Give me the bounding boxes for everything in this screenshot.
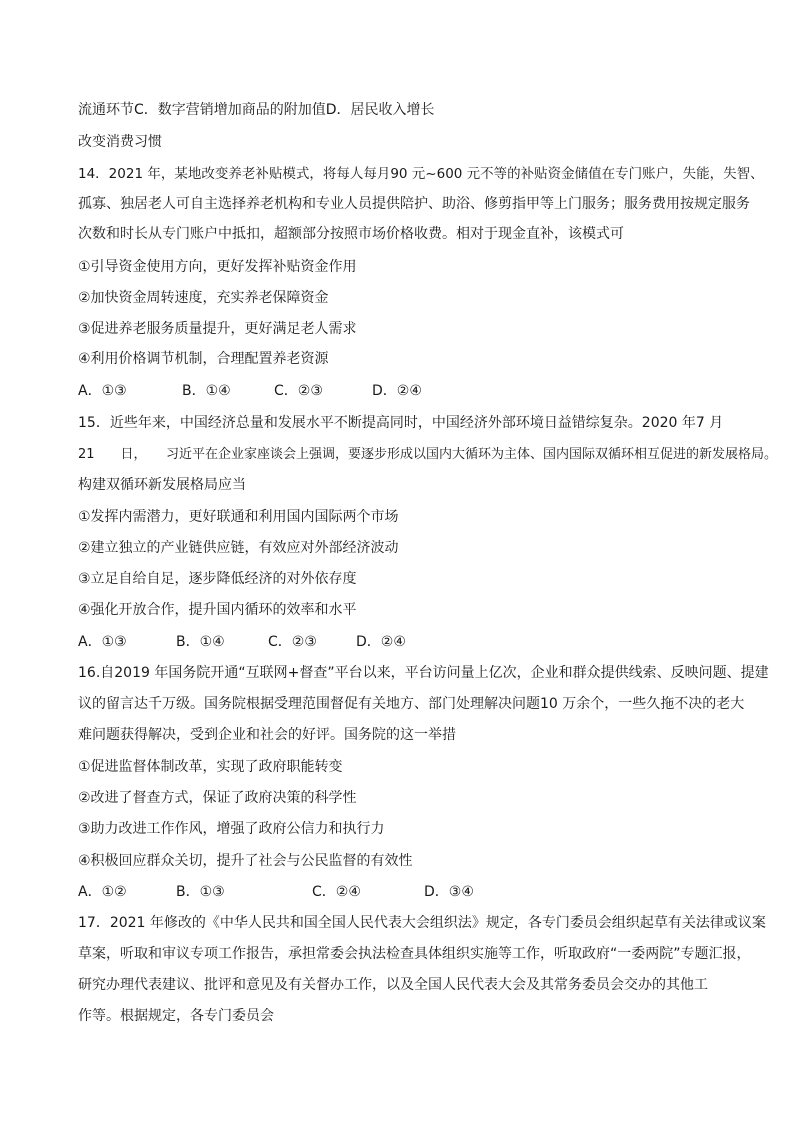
question-14-options — [78, 382, 422, 400]
text-line: 改变消费习惯 — [78, 134, 162, 150]
option-b[interactable]: B．①④ — [182, 383, 231, 399]
statement-item: ①发挥内需潜力，更好联通和利用国内国际两个市场 — [78, 509, 399, 525]
text-line: 流通环节C．数字营销增加商品的附加值D．居民收入增长 — [78, 102, 435, 118]
statement-item: ②加快资金周转速度，充实养老保障资金 — [78, 290, 329, 306]
option-c[interactable]: C．②③ — [268, 634, 317, 650]
question-14-stem: 14．2021 年，某地改变养老补贴模式，将每人每月90 元~600 元不等的补贴资金储值在专门账户，失能，失智、 — [78, 166, 764, 182]
question-16-stem: 16.自2019 年国务院开通“互联网+督查”平台以来，平台访问量上亿次，企业和群众提供线索、反映问题、提建 — [78, 665, 769, 681]
question-15-options — [78, 633, 406, 651]
question-17-stem: 草案，听取和审议专项工作报告，承担常委会执法检查具体组织实施等工作，听取政府“一委两院”专题汇报， — [78, 946, 751, 962]
question-15-stem: 15．近些年来，中国经济总量和发展水平不断提高同时，中国经济外部环境日益错综复杂。2020 年7 月 — [78, 415, 724, 431]
question-15-stem: 构建双循环新发展格局应当 — [78, 477, 246, 493]
statement-item: ④强化开放合作，提升国内循环的效率和水平 — [78, 602, 357, 618]
option-d[interactable]: D．③④ — [424, 884, 474, 900]
statement-item: ③助力改进工作作风，增强了政府公信力和执行力 — [78, 821, 385, 837]
option-d[interactable]: D．②④ — [372, 383, 422, 399]
question-14-stem: 次数和时长从专门账户中抵扣，超额部分按照市场价格收费。相对于现金直补，该模式可 — [78, 226, 624, 242]
statement-item: ②建立独立的产业链供应链，有效应对外部经济波动 — [78, 540, 399, 556]
statement-item: ④利用价格调节机制，合理配置养老资源 — [78, 351, 329, 367]
question-17-stem: 17．2021 年修改的《中华人民共和国全国人民代表大会组织法》规定，各专门委员会组织起草有关法律或议案 — [78, 915, 766, 931]
question-16-options — [78, 883, 474, 901]
question-17-stem: 研究办理代表建议、批评和意见及有关督办工作，以及全国人民代表大会及其常务委员会交办的其他工 — [78, 977, 708, 993]
question-15-stem: 21 日， 习近平在企业家座谈会上强调，要逐步形成以国内大循环为主体、国内国际双循环相互促进的新发展格局。 — [78, 447, 778, 462]
question-14-stem: 孤寡、独居老人可自主选择养老机构和专业人员提供陪护、助浴、修剪指甲等上门服务；服务费用按规定服务 — [78, 196, 750, 212]
option-a[interactable]: A．①② — [78, 884, 127, 900]
statement-item: ④积极回应群众关切，提升了社会与公民监督的有效性 — [78, 853, 413, 869]
option-c[interactable]: C．②④ — [312, 884, 361, 900]
option-b[interactable]: B．①④ — [176, 634, 225, 650]
statement-item: ①促进监督体制改革，实现了政府职能转变 — [78, 759, 343, 775]
option-c[interactable]: C．②③ — [274, 383, 323, 399]
option-a[interactable]: A．①③ — [78, 383, 127, 399]
question-16-stem: 难问题获得解决，受到企业和社会的好评。国务院的这一举措 — [78, 727, 456, 743]
statement-item: ③立足自给自足，逐步降低经济的对外依存度 — [78, 571, 357, 587]
question-17-stem: 作等。根据规定，各专门委员会 — [78, 1008, 274, 1024]
statement-item: ②改进了督查方式，保证了政府决策的科学性 — [78, 790, 357, 806]
statement-item: ①引导资金使用方向，更好发挥补贴资金作用 — [78, 259, 357, 275]
option-a[interactable]: A．①③ — [78, 634, 127, 650]
statement-item: ③促进养老服务质量提升，更好满足老人需求 — [78, 321, 357, 337]
option-d[interactable]: D．②④ — [356, 634, 406, 650]
question-16-stem: 议的留言达千万级。国务院根据受理范围督促有关地方、部门处理解决问题10 万余个，一些久拖不决的老大 — [78, 696, 745, 712]
option-b[interactable]: B．①③ — [176, 884, 225, 900]
